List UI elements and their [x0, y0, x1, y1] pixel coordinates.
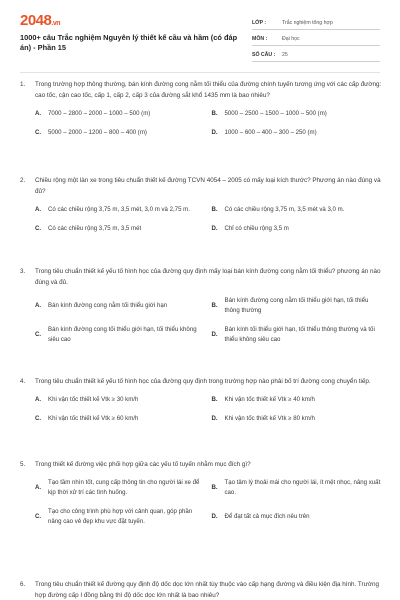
option-text: 5000 – 2000 – 1200 – 800 – 400 (m): [48, 128, 147, 136]
option-c[interactable]: [35, 325, 206, 345]
option-letter: A.: [35, 395, 42, 403]
option-d[interactable]: [212, 128, 383, 138]
question-4: [20, 377, 382, 424]
option-text: 7000 – 2800 – 2000 – 1000 – 500 (m): [48, 109, 151, 117]
option-a[interactable]: [35, 296, 206, 316]
option-text: Bán kính đường cong tối thiểu giới hạn, tối thiểu không siêu cao: [48, 325, 197, 343]
option-letter: B.: [211, 301, 218, 309]
option-letter: D.: [211, 128, 218, 136]
option-text: Khi vận tốc thiết kế Vtk ≥ 40 km/h: [224, 395, 315, 403]
option-d[interactable]: [212, 224, 383, 234]
option-b[interactable]: [212, 205, 383, 215]
option-text: Có các chiều rộng 3,75 m, 3,5 mét và 3,0 m.: [224, 205, 345, 213]
question-number: 6.: [20, 581, 26, 588]
option-b[interactable]: [212, 478, 383, 498]
option-text: 5000 – 2500 – 1500 – 1000 – 500 (m): [224, 109, 327, 117]
option-letter: D.: [211, 512, 218, 520]
option-letter: A.: [35, 205, 42, 213]
question-text: Trong tiêu chuẩn thiết kế đường quy định độ dốc dọc lớn nhất tùy thuộc vào cấp hạng đường và điều kiện địa hình. Trường hợp đường cấp I đồng bằng thì độ dốc dọc lớn nhất là bao nhiêu?: [35, 581, 379, 599]
option-letter: B.: [211, 109, 218, 117]
option-letter: C.: [35, 414, 42, 422]
question-2: [20, 176, 382, 234]
question-number: 2.: [20, 177, 26, 184]
document-title: 1000+ câu Trắc nghiệm Nguyên lý thiết kế cầu và hầm (có đáp án) - Phần 15: [20, 33, 238, 52]
option-text: Bán kính đường cong nằm tối thiểu giới hạn: [48, 301, 168, 309]
question-text: Trong tiêu chuẩn thiết kế yếu tố hình học của đường quy định mấy loại bán kính đường cong nằm tối thiểu? phương án nào đúng và đủ.: [35, 268, 381, 286]
option-c[interactable]: [35, 128, 206, 138]
question-1: [20, 80, 382, 138]
question-6: [20, 580, 382, 600]
option-letter: A.: [35, 483, 42, 491]
header-divider: [20, 72, 380, 73]
option-letter: D.: [211, 330, 218, 338]
option-d[interactable]: [212, 325, 383, 345]
meta-value: 25: [282, 52, 288, 58]
option-text: Bán kính đường cong nằm tối thiểu giới hạn, tối thiểu thông thường: [224, 296, 369, 314]
option-c[interactable]: [35, 224, 206, 234]
question-number: 3.: [20, 268, 26, 275]
option-letter: B.: [211, 483, 218, 491]
option-text: Tạo tâm lý thoải mái cho người lái, ít mệt nhọc, nâng xuất cao.: [224, 478, 381, 496]
option-d[interactable]: [212, 507, 383, 527]
site-logo[interactable]: [20, 12, 60, 29]
meta-row-subject: [252, 30, 380, 46]
option-text: 1000 – 600 – 400 – 300 – 250 (m): [224, 128, 317, 136]
question-5: [20, 460, 382, 527]
option-letter: A.: [35, 301, 42, 309]
option-text: Để đạt tất cả mục đích nêu trên: [224, 512, 310, 520]
document-header: [0, 0, 400, 64]
meta-value: Trắc nghiệm tổng hợp: [282, 20, 333, 26]
question-3: [20, 267, 382, 345]
option-letter: B.: [211, 395, 218, 403]
option-letter: B.: [211, 205, 218, 213]
option-text: Khi vận tốc thiết kế Vtk ≥ 30 km/h: [48, 395, 139, 403]
document-meta: [252, 14, 380, 62]
question-text: Trong tiêu chuẩn thiết kế yếu tố hình học của đường quy định trong trường hợp nào phải bố trí đường cong chuyển tiếp.: [35, 378, 371, 385]
meta-key: MÔN :: [252, 36, 268, 42]
option-b[interactable]: [212, 109, 383, 119]
question-number: 4.: [20, 378, 26, 385]
option-text: Bán kính tối thiểu giới hạn, tối thiểu thông thường và tối thiểu không siêu cao: [224, 325, 375, 343]
meta-key: LỚP :: [252, 20, 267, 26]
options: [35, 296, 382, 345]
option-letter: C.: [35, 224, 42, 232]
meta-row-count: [252, 46, 380, 62]
option-b[interactable]: [212, 395, 383, 405]
option-letter: C.: [35, 330, 42, 338]
option-letter: D.: [211, 224, 218, 232]
option-text: Tạo cho công trình phù hợp với cảnh quan, góp phần nâng cao vẻ đẹp khu vực đặt tuyến.: [48, 507, 193, 525]
option-letter: C.: [35, 128, 42, 136]
option-text: Có các chiều rộng 3,75 m, 3,5 mét: [48, 224, 142, 232]
option-c[interactable]: [35, 414, 206, 424]
meta-value: Đại học: [282, 36, 300, 42]
question-number: 1.: [20, 81, 26, 88]
option-b[interactable]: [212, 296, 383, 316]
option-letter: A.: [35, 109, 42, 117]
question-text: Trong trường hợp thông thường, bán kính đường cong nằm tối thiểu của đường chính tuyến tương ứng với các cấp đường: cao tốc, cận cao tốc, cấp 1, cấp 2, cấp 3 của đường sắt khổ 1435 mm là bao nhiêu?: [35, 81, 382, 99]
option-text: Khi vận tốc thiết kế Vtk ≥ 80 km/h: [224, 414, 315, 422]
option-text: Có các chiều rộng 3,75 m, 3,5 mét, 3,0 m và 2,75 m.: [48, 205, 190, 213]
option-letter: D.: [211, 414, 218, 422]
option-text: Tạo tầm nhìn tốt, cung cấp thông tin cho người lái xe để kịp thời xử trí các tình huống.: [48, 478, 200, 496]
option-a[interactable]: [35, 395, 206, 405]
options: [35, 109, 382, 138]
option-text: Khi vận tốc thiết kế Vtk ≥ 60 km/h: [48, 414, 139, 422]
question-text: Trong thiết kế đường việc phối hợp giữa các yếu tố tuyến nhằm mục đích gì?: [35, 461, 251, 468]
meta-row-class: [252, 14, 380, 30]
options: [35, 478, 382, 527]
question-number: 5.: [20, 461, 26, 468]
logo-tld: .vn: [51, 20, 60, 27]
option-c[interactable]: [35, 507, 206, 527]
options: [35, 395, 382, 424]
logo-main: 2048: [20, 12, 52, 29]
meta-key: SỐ CÂU :: [252, 52, 276, 58]
option-letter: C.: [35, 512, 42, 520]
question-text: Chiều rộng một làn xe trong tiêu chuẩn thiết kế đường TCVN 4054 – 2005 có mấy loại kích thước? Phương án nào đúng và đủ?: [35, 177, 381, 195]
option-a[interactable]: [35, 109, 206, 119]
option-text: Chỉ có chiều rộng 3,5 m: [224, 224, 289, 232]
options: [35, 205, 382, 234]
option-d[interactable]: [212, 414, 383, 424]
option-a[interactable]: [35, 478, 206, 498]
option-a[interactable]: [35, 205, 206, 215]
